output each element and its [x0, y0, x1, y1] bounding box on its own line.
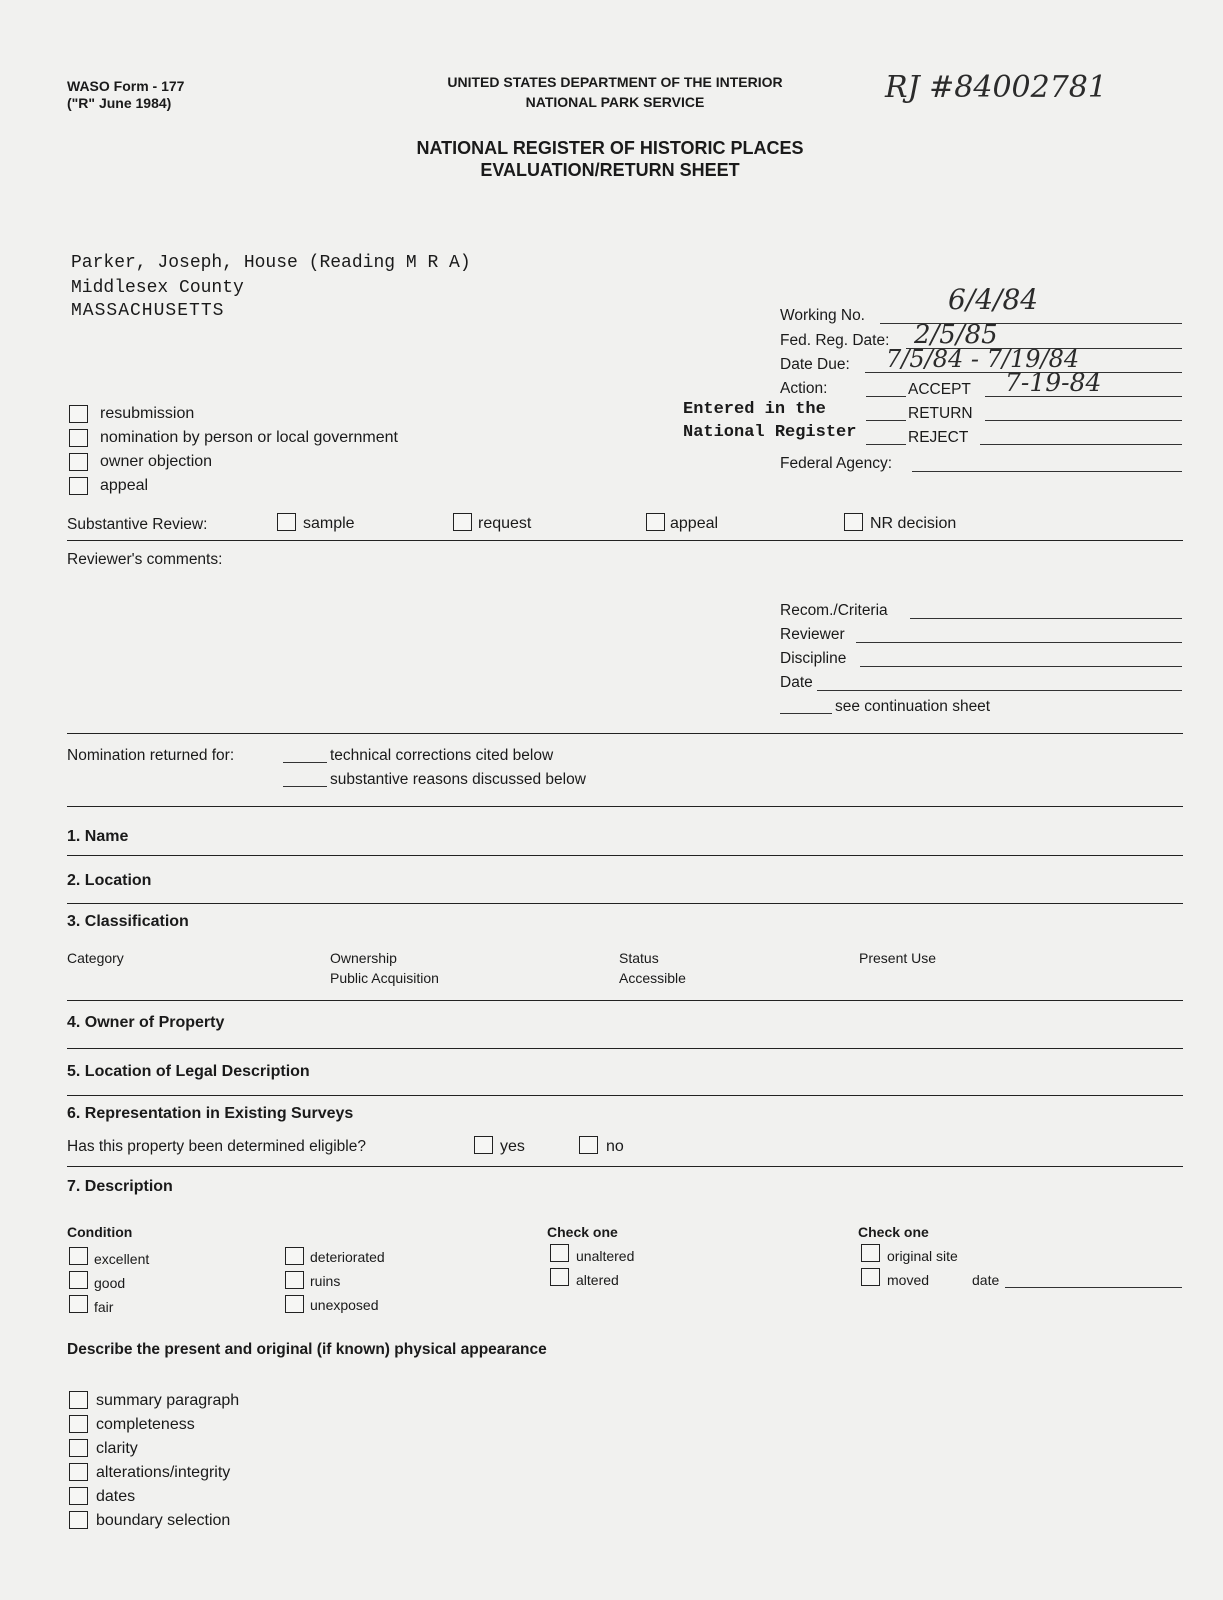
- deteriorated-checkbox[interactable]: [285, 1247, 304, 1265]
- resubmission-checkbox[interactable]: [69, 405, 88, 423]
- section-description: 7. Description: [67, 1178, 173, 1195]
- completeness-label: completeness: [96, 1416, 195, 1433]
- clarity-label: clarity: [96, 1440, 138, 1457]
- alterations-integrity-label: alterations/integrity: [96, 1464, 231, 1481]
- form-title: NATIONAL REGISTER OF HISTORIC PLACES: [416, 138, 804, 158]
- moved-label: moved: [887, 1272, 930, 1288]
- nr-decision-label: NR decision: [870, 515, 957, 532]
- eligible-question: Has this property been determined eligible?: [67, 1138, 366, 1155]
- request-checkbox[interactable]: [453, 513, 472, 531]
- good-label: good: [94, 1275, 126, 1291]
- good-checkbox[interactable]: [69, 1271, 88, 1289]
- fair-label: fair: [94, 1299, 114, 1315]
- accessible-label: Accessible: [619, 970, 686, 986]
- ownership-label: Ownership: [330, 950, 397, 966]
- working-no-label: Working No.: [780, 307, 865, 324]
- alterations-integrity-checkbox[interactable]: [69, 1463, 88, 1481]
- review-appeal-checkbox[interactable]: [646, 513, 665, 531]
- check-one-alteration-label: Check one: [547, 1224, 618, 1240]
- original-site-label: original site: [887, 1248, 958, 1264]
- moved-date-label: date: [972, 1272, 1000, 1288]
- ruins-label: ruins: [310, 1273, 341, 1289]
- summary-paragraph-label: summary paragraph: [96, 1392, 240, 1409]
- nomination-label: nomination by person or local government: [100, 429, 398, 446]
- unexposed-checkbox[interactable]: [285, 1295, 304, 1313]
- altered-checkbox[interactable]: [550, 1268, 569, 1286]
- form-subtitle: EVALUATION/RETURN SHEET: [480, 160, 740, 180]
- appeal-label: appeal: [100, 477, 149, 494]
- sample-label: sample: [303, 515, 355, 532]
- technical-corrections-label: technical corrections cited below: [330, 747, 554, 764]
- excellent-checkbox[interactable]: [69, 1247, 88, 1265]
- request-label: request: [478, 515, 532, 532]
- moved-checkbox[interactable]: [861, 1268, 880, 1286]
- review-appeal-label: appeal: [670, 515, 719, 532]
- nr-decision-checkbox[interactable]: [844, 513, 863, 531]
- action-label: Action:: [780, 380, 828, 397]
- condition-label: Condition: [67, 1224, 133, 1240]
- reject-label: REJECT: [908, 429, 969, 446]
- eligible-no-label: no: [606, 1138, 624, 1155]
- section-legal-description: 5. Location of Legal Description: [67, 1063, 310, 1080]
- completeness-checkbox[interactable]: [69, 1415, 88, 1433]
- substantive-review-label: Substantive Review:: [67, 516, 208, 533]
- federal-agency-label: Federal Agency:: [780, 455, 893, 472]
- agency-service: NATIONAL PARK SERVICE: [525, 94, 705, 110]
- reference-number: RJ #84002781: [885, 70, 1107, 105]
- section-name: 1. Name: [67, 828, 129, 845]
- agency-department: UNITED STATES DEPARTMENT OF THE INTERIOR: [447, 74, 783, 90]
- boundary-selection-label: boundary selection: [96, 1512, 231, 1529]
- stamp-line1: Entered in the: [683, 400, 826, 419]
- fed-reg-date-value: 2/5/85: [914, 320, 998, 350]
- returned-for-label: Nomination returned for:: [67, 747, 235, 764]
- eligible-no-checkbox[interactable]: [579, 1136, 598, 1154]
- summary-paragraph-checkbox[interactable]: [69, 1391, 88, 1409]
- stamp-line2: National Register: [683, 423, 857, 442]
- excellent-label: excellent: [94, 1251, 150, 1267]
- status-label: Status: [619, 950, 659, 966]
- discipline-label: Discipline: [780, 650, 847, 667]
- property-county: Middlesex County: [71, 278, 244, 298]
- fair-checkbox[interactable]: [69, 1295, 88, 1313]
- altered-label: altered: [576, 1272, 619, 1288]
- public-acquisition-label: Public Acquisition: [330, 970, 439, 986]
- owner-objection-checkbox[interactable]: [69, 453, 88, 471]
- property-name: Parker, Joseph, House (Reading M R A): [71, 253, 471, 273]
- continuation-sheet-label: see continuation sheet: [835, 698, 991, 715]
- clarity-checkbox[interactable]: [69, 1439, 88, 1457]
- category-label: Category: [67, 950, 124, 966]
- section-owner: 4. Owner of Property: [67, 1014, 225, 1031]
- ruins-checkbox[interactable]: [285, 1271, 304, 1289]
- sample-checkbox[interactable]: [277, 513, 296, 531]
- recom-date-label: Date: [780, 674, 813, 691]
- form-revision: ("R" June 1984): [67, 95, 172, 111]
- section-location: 2. Location: [67, 872, 152, 889]
- unaltered-checkbox[interactable]: [550, 1244, 569, 1262]
- section-surveys: 6. Representation in Existing Surveys: [67, 1105, 354, 1122]
- section-classification: 3. Classification: [67, 913, 189, 930]
- fed-reg-date-label: Fed. Reg. Date:: [780, 332, 890, 349]
- dates-label: dates: [96, 1488, 136, 1505]
- nomination-checkbox[interactable]: [69, 429, 88, 447]
- form-id: WASO Form - 177: [67, 78, 185, 94]
- date-due-label: Date Due:: [780, 356, 850, 373]
- accept-label: ACCEPT: [908, 381, 971, 398]
- appeal-checkbox[interactable]: [69, 477, 88, 495]
- check-one-site-label: Check one: [858, 1224, 929, 1240]
- resubmission-label: resubmission: [100, 405, 195, 422]
- dates-checkbox[interactable]: [69, 1487, 88, 1505]
- eligible-yes-label: yes: [500, 1138, 525, 1155]
- property-state: MASSACHUSETTS: [71, 301, 225, 321]
- deteriorated-label: deteriorated: [310, 1249, 385, 1265]
- present-use-label: Present Use: [859, 950, 937, 966]
- physical-appearance-label: Describe the present and original (if known) physical appearance: [67, 1341, 547, 1358]
- boundary-selection-checkbox[interactable]: [69, 1511, 88, 1529]
- date-due-value: 7/5/84 - 7/19/84: [886, 345, 1080, 373]
- eligible-yes-checkbox[interactable]: [474, 1136, 493, 1154]
- owner-objection-label: owner objection: [100, 453, 213, 470]
- unaltered-label: unaltered: [576, 1248, 635, 1264]
- reviewer-comments-label: Reviewer's comments:: [67, 551, 223, 568]
- return-label: RETURN: [908, 405, 973, 422]
- unexposed-label: unexposed: [310, 1297, 379, 1313]
- action-date-value: 7-19-84: [1005, 368, 1102, 397]
- working-no-value: 6/4/84: [948, 283, 1039, 316]
- recom-criteria-label: Recom./Criteria: [780, 602, 888, 619]
- substantive-reasons-label: substantive reasons discussed below: [330, 771, 586, 788]
- reviewer-label: Reviewer: [780, 626, 845, 643]
- original-site-checkbox[interactable]: [861, 1244, 880, 1262]
